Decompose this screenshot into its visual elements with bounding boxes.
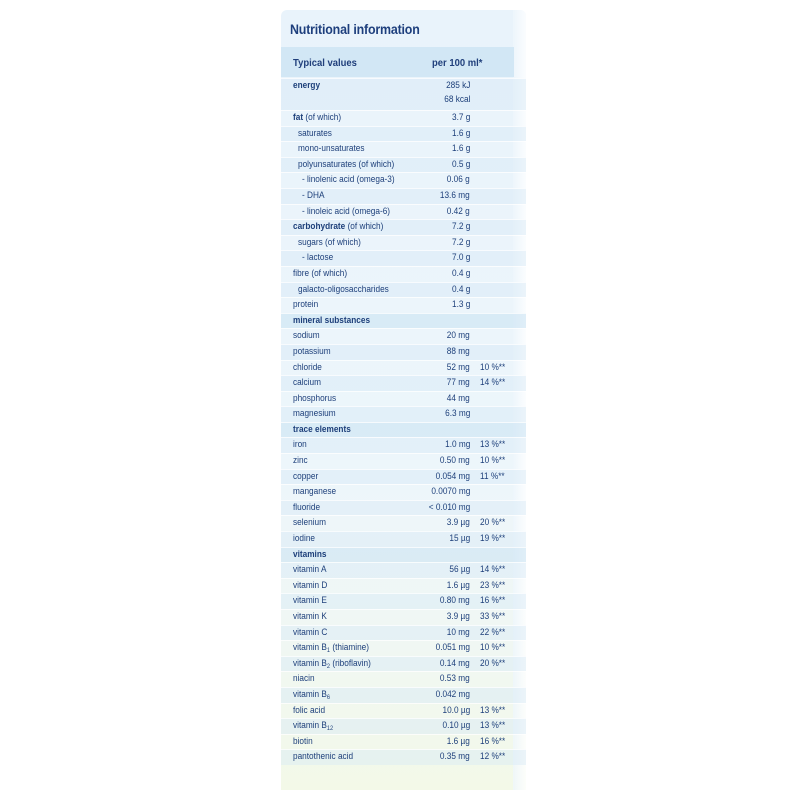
nutrient-value xyxy=(442,719,470,733)
nutrient-row xyxy=(281,110,526,126)
nutrient-row xyxy=(281,703,526,719)
reference-intake-percent: 13 %** xyxy=(480,704,506,716)
reference-intake-percent: 22 %** xyxy=(480,626,506,638)
nutrient-row xyxy=(281,172,526,188)
nutrient-row xyxy=(281,734,526,750)
nutrient-name-text: vitamin E xyxy=(293,595,327,607)
nutrient-name xyxy=(293,314,370,328)
nutrient-row xyxy=(281,469,526,485)
reference-intake-percent: 14 %** xyxy=(480,377,506,389)
nutrient-row xyxy=(281,375,526,391)
nutrient-name-suffix: (thiamine) xyxy=(330,642,370,654)
nutrient-value-secondary: 68 kcal xyxy=(443,94,470,105)
nutrient-value-primary: 3.9 µg xyxy=(446,517,470,529)
nutrient-row xyxy=(281,250,526,266)
nutrient-name xyxy=(293,704,325,718)
reference-intake-percent: 16 %** xyxy=(480,595,506,607)
nutrient-row xyxy=(281,687,526,703)
nutrient-row xyxy=(281,500,526,516)
nutrient-value xyxy=(428,501,470,515)
nutrient-value xyxy=(440,189,470,203)
nutrient-value-primary: 88 mg xyxy=(447,345,470,357)
nutrient-value xyxy=(449,532,470,546)
nutrient-value-primary: 7.2 g xyxy=(451,236,470,248)
nutrient-value xyxy=(447,205,470,219)
nutrient-value xyxy=(444,79,470,107)
nutrition-table xyxy=(281,78,526,765)
nutrient-name-text: sugars (of which) xyxy=(298,236,361,248)
nutrient-name-text: vitamin A xyxy=(293,564,327,576)
nutrient-name-text: potassium xyxy=(293,345,331,357)
nutrient-name xyxy=(293,329,320,343)
nutrient-row xyxy=(281,141,526,157)
nutrient-name xyxy=(293,376,321,390)
nutrient-value xyxy=(440,750,470,764)
nutrient-name-bold: mineral substances xyxy=(293,314,371,326)
nutrient-row xyxy=(281,266,526,282)
nutrient-name-text: vitamin B xyxy=(293,720,327,732)
nutrient-name xyxy=(302,189,324,203)
nutrient-value xyxy=(447,173,470,187)
nutrient-value-primary: 285 kJ xyxy=(445,80,470,91)
nutrient-value xyxy=(447,579,470,593)
nutrient-value xyxy=(452,298,470,312)
reference-intake-percent: 19 %** xyxy=(480,533,506,545)
nutrient-name xyxy=(302,205,390,219)
nutrient-value xyxy=(440,672,470,686)
nutrient-name-suffix: (riboflavin) xyxy=(330,657,371,669)
nutrient-name-text: copper xyxy=(293,470,319,482)
nutrient-name xyxy=(298,283,389,297)
nutrient-value xyxy=(447,735,470,749)
nutrient-value-primary: 0.054 mg xyxy=(435,470,470,482)
nutrient-value xyxy=(452,283,470,297)
nutrient-value-primary: 3.7 g xyxy=(451,112,470,123)
nutrient-value-primary: 0.35 mg xyxy=(440,751,470,763)
nutrient-name xyxy=(293,79,320,93)
nutrient-value-primary: 0.4 g xyxy=(451,283,470,295)
nutrient-value xyxy=(440,594,470,608)
nutrient-name xyxy=(293,111,341,125)
nutrient-name xyxy=(293,298,318,312)
nutrient-name xyxy=(293,407,336,421)
nutrient-name-text: fluoride xyxy=(293,501,321,513)
nutrient-name-bold: energy xyxy=(293,80,321,91)
nutrient-row xyxy=(281,391,526,407)
nutrient-name-text: - linoleic acid (omega-6) xyxy=(302,205,391,217)
nutrient-row xyxy=(281,437,526,453)
nutrient-name-text: polyunsaturates (of which) xyxy=(298,158,395,170)
nutrient-name xyxy=(302,251,333,265)
nutrient-name xyxy=(302,173,395,187)
nutrient-name-text: manganese xyxy=(293,486,337,498)
nutrient-name-text: mono-unsaturates xyxy=(298,143,365,155)
nutrient-name xyxy=(293,594,327,608)
reference-intake-percent: 20 %** xyxy=(480,517,506,529)
reference-intake-percent: 10 %** xyxy=(480,455,506,467)
nutrient-name-text: fibre (of which) xyxy=(293,267,348,279)
nutrient-name xyxy=(293,454,308,468)
vitamin-subscript: 2 xyxy=(326,662,331,670)
vitamin-subscript: 12 xyxy=(326,725,334,733)
nutrient-value-primary: 0.80 mg xyxy=(440,595,470,607)
nutrient-value-primary: 10 mg xyxy=(447,626,470,638)
nutrient-value xyxy=(449,563,470,577)
panel-title: Nutritional information xyxy=(290,22,420,37)
nutrient-value-primary: 1.3 g xyxy=(451,299,470,311)
reference-intake-percent: 10 %** xyxy=(480,642,506,654)
nutrient-value-primary: 0.0070 mg xyxy=(431,486,470,498)
nutrient-name xyxy=(293,361,322,375)
nutrient-name xyxy=(293,220,383,234)
nutrient-value xyxy=(447,610,470,624)
nutrient-value xyxy=(452,236,470,250)
nutrient-name xyxy=(293,501,320,515)
nutrient-value-primary: 0.10 µg xyxy=(442,720,470,732)
nutrient-value-primary: 0.4 g xyxy=(451,267,470,279)
nutrient-value xyxy=(447,626,470,640)
nutrient-value-primary: < 0.010 mg xyxy=(428,501,470,513)
nutrient-value-primary: 13.6 mg xyxy=(440,189,470,201)
nutrient-value-primary: 0.5 g xyxy=(451,158,470,170)
nutrient-value-primary: 6.3 mg xyxy=(444,408,470,420)
nutrient-name xyxy=(298,127,332,141)
nutrient-name-text: chloride xyxy=(293,361,322,373)
nutrient-name-text: sodium xyxy=(293,330,320,342)
nutrition-panel xyxy=(281,10,526,790)
nutrient-row xyxy=(281,235,526,251)
nutrient-row xyxy=(281,78,526,110)
nutrient-value xyxy=(452,142,470,156)
nutrient-value-primary: 0.051 mg xyxy=(435,642,470,654)
nutrient-value xyxy=(452,111,470,125)
nutrient-row xyxy=(281,562,526,578)
nutrient-row xyxy=(281,126,526,142)
nutrient-value-primary: 0.14 mg xyxy=(440,657,470,669)
nutrient-value-primary: 0.06 g xyxy=(447,174,470,186)
nutrient-value-primary: 0.50 mg xyxy=(440,455,470,467)
nutrient-name xyxy=(293,563,326,577)
nutrient-row xyxy=(281,219,526,235)
nutrient-name-text: folic acid xyxy=(293,704,326,716)
nutrient-value-primary: 20 mg xyxy=(447,330,470,342)
nutrient-value xyxy=(440,657,470,671)
reference-intake-percent: 20 %** xyxy=(480,657,506,669)
nutrient-name xyxy=(293,626,327,640)
nutrient-name-text: phosphorus xyxy=(293,392,337,404)
reference-intake-percent: 33 %** xyxy=(480,611,506,622)
nutrient-name xyxy=(293,516,326,530)
nutrient-name-text: - DHA xyxy=(302,189,325,201)
reference-intake-percent: 13 %** xyxy=(480,439,506,451)
nutrient-name xyxy=(293,672,315,686)
nutrient-row xyxy=(281,749,526,765)
nutrient-row xyxy=(281,282,526,298)
reference-intake-percent: 23 %** xyxy=(480,579,506,591)
nutrient-value xyxy=(447,361,470,375)
nutrient-name-bold: carbohydrate xyxy=(293,221,346,233)
nutrient-value-primary: 44 mg xyxy=(447,392,470,404)
nutrient-row xyxy=(281,515,526,531)
nutrient-name xyxy=(298,236,361,250)
nutrient-row xyxy=(281,484,526,500)
reference-intake-percent: 10 %** xyxy=(480,361,506,373)
section-header-row xyxy=(281,313,526,329)
nutrient-name-text: vitamin B xyxy=(293,642,327,654)
nutrient-name-text: saturates xyxy=(298,127,332,139)
nutrient-value-primary: 15 µg xyxy=(449,533,470,545)
nutrient-value-primary: 7.2 g xyxy=(451,221,470,233)
nutrient-row xyxy=(281,344,526,360)
nutrient-value xyxy=(436,641,470,655)
nutrient-name-text: - linolenic acid (omega-3) xyxy=(302,174,395,186)
nutrient-value xyxy=(447,345,470,359)
reference-intake-percent: 14 %** xyxy=(480,564,506,576)
nutrient-name-bold: trace elements xyxy=(293,423,351,435)
nutrient-value xyxy=(440,454,470,468)
nutrient-name-bold: fat xyxy=(293,112,304,123)
nutrient-name-text: (of which) xyxy=(303,112,342,123)
section-header-row xyxy=(281,422,526,438)
nutrient-row xyxy=(281,157,526,173)
nutrient-value-primary: 1.6 g xyxy=(451,127,470,139)
nutrient-name-text: (of which) xyxy=(345,221,384,233)
nutrient-name xyxy=(293,579,327,593)
nutrient-name-text: selenium xyxy=(293,517,327,529)
nutrient-name xyxy=(293,267,347,281)
nutrient-value xyxy=(431,485,470,499)
nutrient-name xyxy=(293,610,327,624)
nutrient-value xyxy=(445,438,470,452)
nutrient-row xyxy=(281,625,526,641)
nutrient-name-text: vitamin B xyxy=(293,688,327,700)
nutrient-value xyxy=(452,267,470,281)
nutrient-name xyxy=(293,392,336,406)
reference-intake-percent: 12 %** xyxy=(480,751,506,763)
nutrient-name xyxy=(293,485,336,499)
nutrient-row xyxy=(281,531,526,547)
nutrient-value-primary: 3.9 µg xyxy=(446,611,470,622)
nutrient-value-primary: 7.0 g xyxy=(451,252,470,264)
nutrient-row xyxy=(281,297,526,313)
nutrient-name-text: magnesium xyxy=(293,408,336,420)
nutrient-value-primary: 0.42 g xyxy=(447,205,470,217)
nutrient-value xyxy=(452,251,470,265)
nutrient-name xyxy=(293,438,307,452)
nutrient-value xyxy=(452,220,470,234)
nutrient-name xyxy=(298,158,394,172)
vitamin-subscript: 6 xyxy=(326,693,331,701)
reference-intake-percent: 11 %** xyxy=(480,470,505,482)
nutrient-row xyxy=(281,578,526,594)
nutrient-row xyxy=(281,656,526,672)
nutrient-name-text: protein xyxy=(293,299,319,311)
nutrient-name-text: galacto-oligosaccharides xyxy=(298,283,389,295)
nutrient-row xyxy=(281,188,526,204)
nutrient-value xyxy=(452,158,470,172)
nutrient-value-primary: 77 mg xyxy=(447,377,470,389)
nutrient-row xyxy=(281,328,526,344)
nutrient-row xyxy=(281,453,526,469)
nutrient-value-primary: 1.6 µg xyxy=(446,735,470,747)
nutrient-name-text: biotin xyxy=(293,735,313,747)
nutrient-name xyxy=(293,470,318,484)
nutrient-value xyxy=(442,704,470,718)
nutrient-name-text: niacin xyxy=(293,673,315,685)
nutrient-value-primary: 52 mg xyxy=(447,361,470,373)
nutrient-value xyxy=(445,407,470,421)
nutrient-value xyxy=(447,376,470,390)
nutrient-value xyxy=(436,470,470,484)
nutrient-name-text: zinc xyxy=(293,455,308,467)
nutrient-name xyxy=(293,423,351,437)
nutrient-row xyxy=(281,406,526,422)
nutrient-value-primary: 0.042 mg xyxy=(435,688,470,700)
nutrient-value xyxy=(447,516,470,530)
nutrient-name-text: - lactose xyxy=(302,252,334,264)
nutrient-name-text: vitamin C xyxy=(293,626,328,638)
nutrient-value-primary: 1.0 mg xyxy=(444,439,470,451)
nutrient-row xyxy=(281,593,526,609)
nutrient-name-bold: vitamins xyxy=(293,548,327,560)
nutrient-name-text: iron xyxy=(293,439,307,451)
nutrient-row xyxy=(281,609,526,625)
nutrient-value xyxy=(447,329,470,343)
nutrient-name-text: iodine xyxy=(293,533,316,545)
nutrient-name-text: pantothenic acid xyxy=(293,751,354,763)
nutrient-value-primary: 1.6 µg xyxy=(446,579,470,591)
nutrient-row xyxy=(281,718,526,734)
nutrient-value-primary: 1.6 g xyxy=(451,143,470,155)
nutrient-value-primary: 0.53 mg xyxy=(440,673,470,685)
nutrient-value xyxy=(447,392,470,406)
nutrient-name xyxy=(293,345,331,359)
nutrient-value xyxy=(436,688,470,702)
nutrient-name xyxy=(293,750,353,764)
header-per-100ml: per 100 ml* xyxy=(432,57,483,69)
reference-intake-percent: 16 %** xyxy=(480,735,506,747)
nutrient-name-text: vitamin B xyxy=(293,657,327,669)
nutrient-name xyxy=(293,548,326,562)
nutrient-row xyxy=(281,360,526,376)
nutrient-row xyxy=(281,204,526,220)
nutrient-value xyxy=(452,127,470,141)
reference-intake-percent: 13 %** xyxy=(480,720,506,732)
nutrient-name-text: vitamin D xyxy=(293,579,328,591)
nutrient-name-text: calcium xyxy=(293,377,321,389)
nutrient-value-primary: 10.0 µg xyxy=(442,704,470,716)
nutrient-name xyxy=(293,735,313,749)
nutrient-row xyxy=(281,671,526,687)
nutrient-value-primary: 56 µg xyxy=(449,564,470,576)
section-header-row xyxy=(281,547,526,563)
vitamin-subscript: 1 xyxy=(326,647,331,655)
header-typical-values: Typical values xyxy=(293,57,357,69)
nutrient-name xyxy=(298,142,365,156)
nutrient-name xyxy=(293,532,315,546)
nutrient-row xyxy=(281,640,526,656)
nutrient-name-text: vitamin K xyxy=(293,611,327,622)
